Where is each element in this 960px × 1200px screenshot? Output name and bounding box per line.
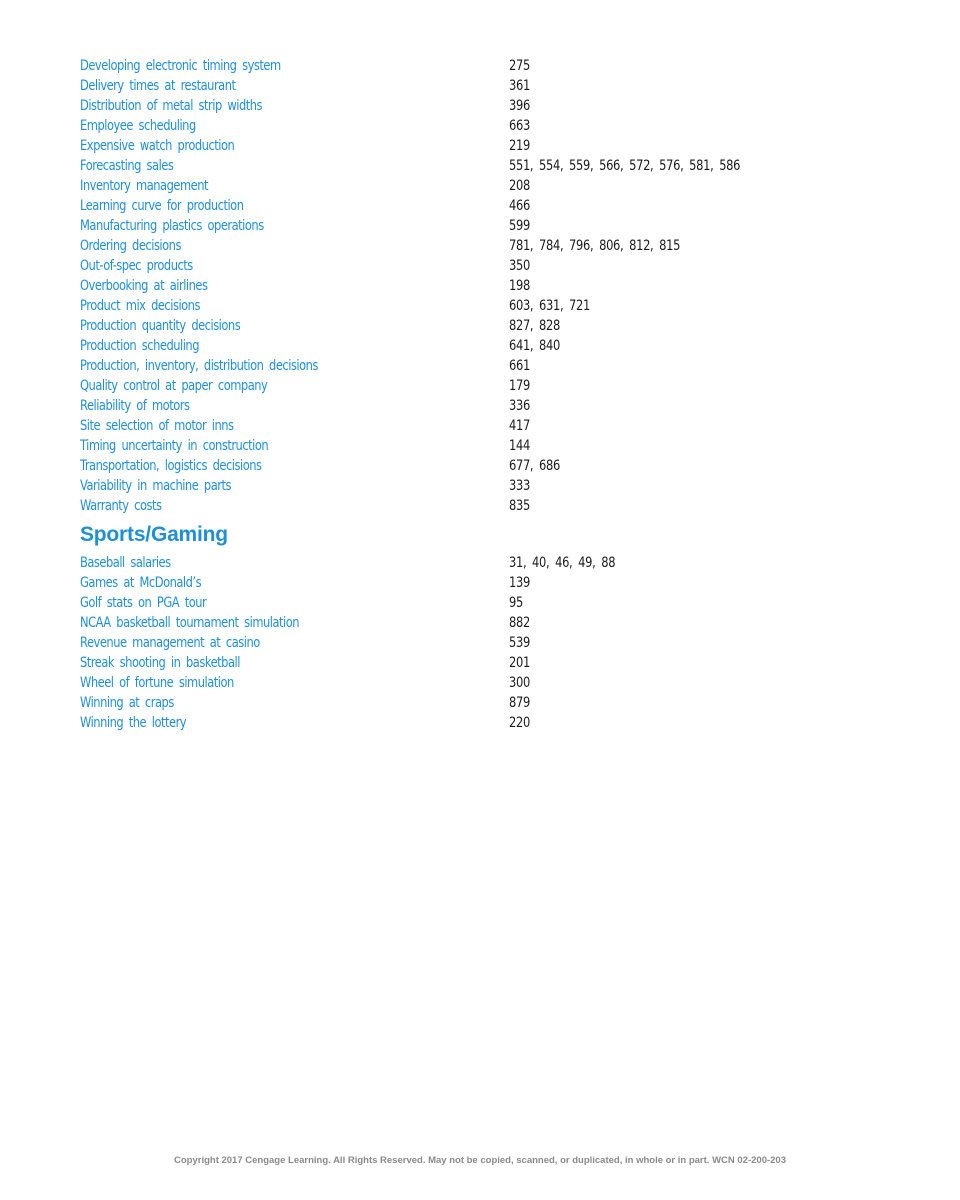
entry-label: Wheel of fortune simulation: [80, 675, 234, 691]
entry-label: Production, inventory, distribution decisions: [80, 358, 318, 374]
entry-page-numbers: 882: [509, 615, 530, 631]
entry-page-numbers: 219: [509, 138, 530, 154]
index-entry: [80, 116, 880, 136]
entry-page-numbers: 31, 40, 46, 49, 88: [509, 555, 616, 571]
entry-page-numbers: 641, 840: [509, 338, 560, 354]
entry-page-numbers: 539: [509, 635, 530, 651]
index-entry: [80, 436, 880, 456]
index-entry: [80, 356, 880, 376]
entry-label: Warranty costs: [80, 498, 162, 514]
entry-page-numbers: 879: [509, 695, 530, 711]
entry-label: Winning at craps: [80, 695, 174, 711]
entry-page-numbers: 198: [509, 278, 530, 294]
entry-label: Timing uncertainty in construction: [80, 438, 269, 454]
entry-label: Overbooking at airlines: [80, 278, 208, 294]
index-entry: [80, 276, 880, 296]
entry-page-numbers: 95: [509, 595, 523, 611]
entry-label: Variability in machine parts: [80, 478, 231, 494]
entry-page-numbers: 350: [509, 258, 530, 274]
entry-label: Delivery times at restaurant: [80, 78, 236, 94]
entry-label: Expensive watch production: [80, 138, 235, 154]
entry-label: Golf stats on PGA tour: [80, 595, 207, 611]
index-entry: [80, 693, 880, 713]
entry-page-numbers: 835: [509, 498, 530, 514]
entry-page-numbers: 781, 784, 796, 806, 812, 815: [509, 238, 681, 254]
entry-label: Production scheduling: [80, 338, 200, 354]
index-entry: [80, 236, 880, 256]
index-entry: [80, 396, 880, 416]
entry-label: NCAA basketball tournament simulation: [80, 615, 300, 631]
entry-label: Ordering decisions: [80, 238, 181, 254]
entry-label: Distribution of metal strip widths: [80, 98, 263, 114]
index-entry: [80, 376, 880, 396]
entry-label: Winning the lottery: [80, 715, 187, 731]
entry-label: Games at McDonald’s: [80, 575, 202, 591]
index-entry: [80, 136, 880, 156]
entry-label: Manufacturing plastics operations: [80, 218, 264, 234]
entry-page-numbers: 300: [509, 675, 530, 691]
entry-page-numbers: 417: [509, 418, 530, 434]
index-entry: [80, 553, 880, 573]
copyright-footer: Copyright 2017 Cengage Learning. All Rights Reserved. May not be copied, scanned, or duplicated, in whole or in part. WCN 02-200-203: [174, 1155, 786, 1166]
entry-label: Site selection of motor inns: [80, 418, 234, 434]
entry-page-numbers: 827, 828: [509, 318, 560, 334]
index-entry: [80, 56, 880, 76]
index-page: [80, 56, 880, 733]
index-entry: [80, 416, 880, 436]
entry-page-numbers: 603, 631, 721: [509, 298, 591, 314]
index-entry: [80, 653, 880, 673]
entry-page-numbers: 551, 554, 559, 566, 572, 576, 581, 586: [509, 158, 741, 174]
index-entry: [80, 316, 880, 336]
index-entry: [80, 216, 880, 236]
entry-label: Revenue management at casino: [80, 635, 260, 651]
index-entry: [80, 336, 880, 356]
index-entry: [80, 196, 880, 216]
entry-label: Inventory management: [80, 178, 209, 194]
index-entry: [80, 456, 880, 476]
index-entry: [80, 76, 880, 96]
entry-label: Transportation, logistics decisions: [80, 458, 262, 474]
index-entry: [80, 256, 880, 276]
section-heading: Sports/Gaming: [80, 523, 228, 546]
index-entry: [80, 673, 880, 693]
entry-page-numbers: 208: [509, 178, 530, 194]
entry-label: Product mix decisions: [80, 298, 200, 314]
entry-label: Employee scheduling: [80, 118, 196, 134]
entry-page-numbers: 361: [509, 78, 530, 94]
entry-page-numbers: 336: [509, 398, 530, 414]
index-entry: [80, 96, 880, 116]
index-entry: [80, 176, 880, 196]
entry-label: Out-of-spec products: [80, 258, 193, 274]
index-entry: [80, 613, 880, 633]
entry-page-numbers: 677, 686: [509, 458, 560, 474]
entry-page-numbers: 333: [509, 478, 530, 494]
entry-page-numbers: 144: [509, 438, 530, 454]
index-entry: [80, 573, 880, 593]
entry-page-numbers: 663: [509, 118, 530, 134]
entry-page-numbers: 396: [509, 98, 530, 114]
entry-label: Quality control at paper company: [80, 378, 268, 394]
entry-page-numbers: 179: [509, 378, 530, 394]
entry-label: Developing electronic timing system: [80, 58, 281, 74]
entry-label: Learning curve for production: [80, 198, 244, 214]
index-entry: [80, 156, 880, 176]
entry-label: Forecasting sales: [80, 158, 174, 174]
index-entry: [80, 713, 880, 733]
entry-label: Baseball salaries: [80, 555, 171, 571]
index-entry: [80, 296, 880, 316]
entry-label: Reliability of motors: [80, 398, 190, 414]
entry-page-numbers: 661: [509, 358, 530, 374]
entry-page-numbers: 275: [509, 58, 530, 74]
index-entry: [80, 593, 880, 613]
index-entry: [80, 633, 880, 653]
entry-page-numbers: 220: [509, 715, 530, 731]
index-entry: [80, 496, 880, 516]
entry-page-numbers: 599: [509, 218, 530, 234]
entry-label: Streak shooting in basketball: [80, 655, 240, 671]
entry-label: Production quantity decisions: [80, 318, 241, 334]
entry-page-numbers: 201: [509, 655, 530, 671]
entry-page-numbers: 466: [509, 198, 530, 214]
index-entry: [80, 476, 880, 496]
entry-page-numbers: 139: [509, 575, 530, 591]
